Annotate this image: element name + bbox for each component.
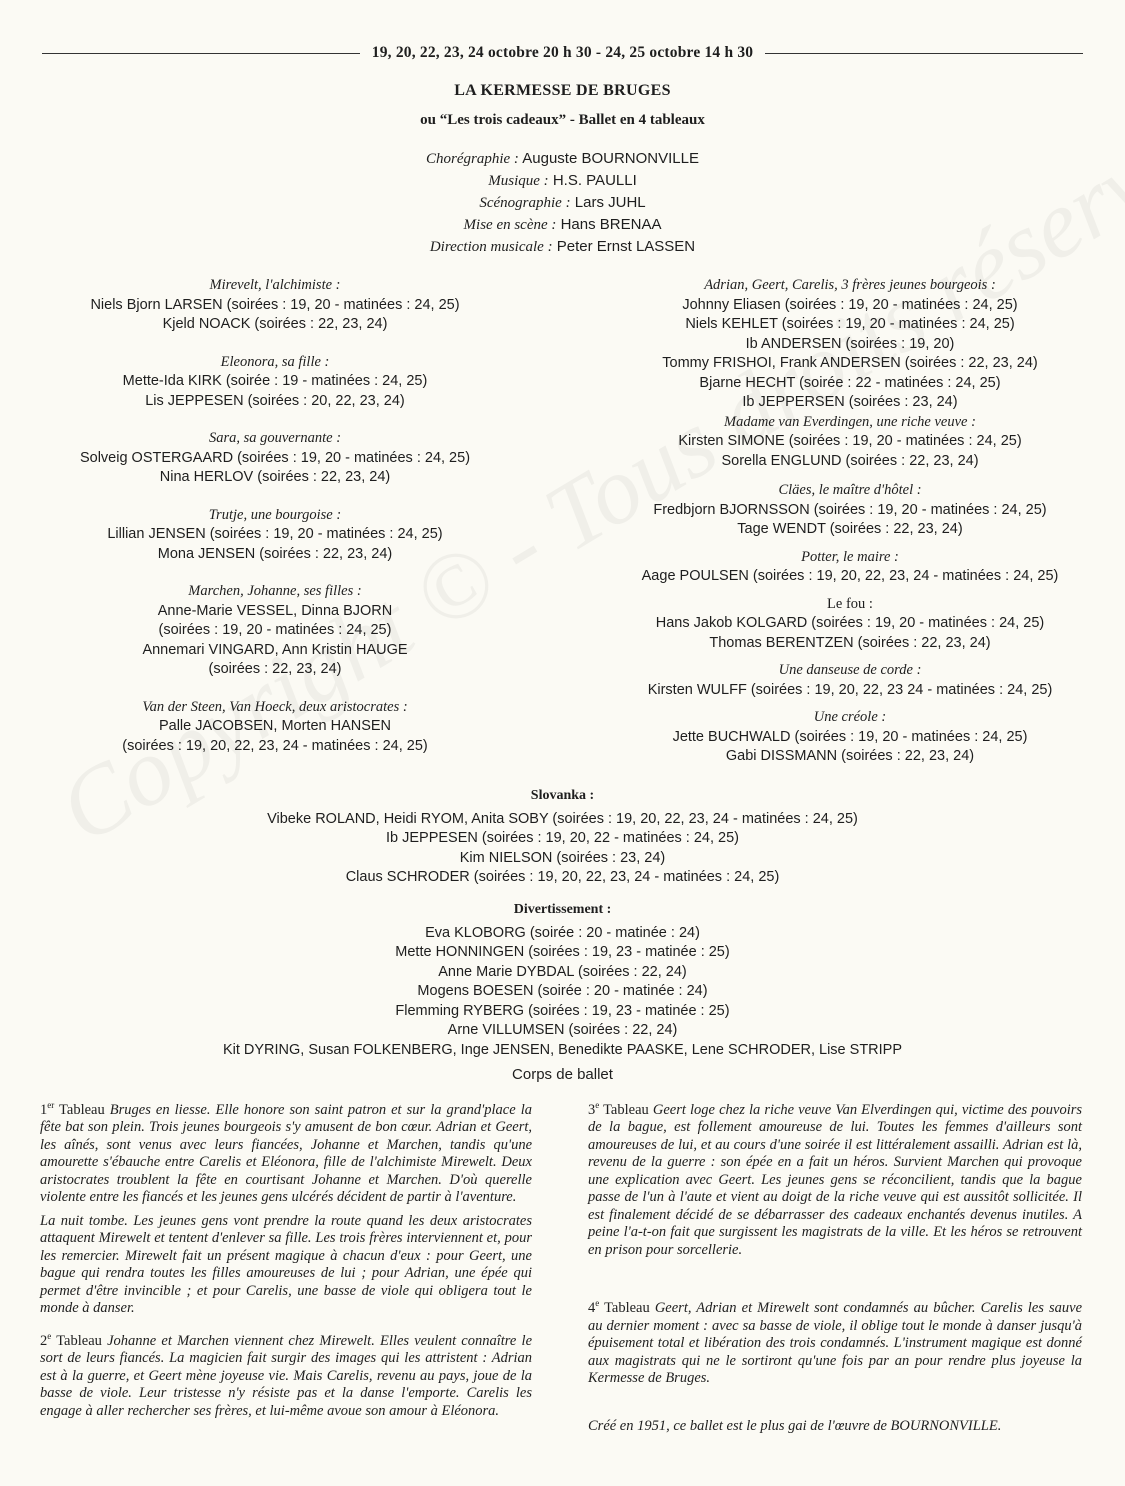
date-banner [42, 44, 1083, 62]
tableau-number: 1 [40, 1101, 48, 1118]
cast-line: Mogens BOESEN (soirée : 20 - matinée : 24) [417, 983, 708, 999]
credit-line [0, 236, 1125, 258]
role-name: Potter, le maire : [801, 548, 899, 565]
tableau-number: 2 [40, 1332, 48, 1349]
credit-role: Mise en scène : [463, 217, 557, 233]
cast-line: Kim NIELSON (soirées : 23, 24) [459, 849, 666, 866]
synopsis-text: Johanne et Marchen viennent chez Mirewelt. Elles veulent connaître le sort de leurs fiancés. La magicien fait surgir des images qui les attristent : Adrian est à la guerre, et Geert mène joyeuse vie. Mais Carelis, revenu au pays, joue de la basse de viole. Leur tristesse n'y résiste pas et la danse l'emporte. Carelis les engage à aller rechercher ses frères, et lui-même avoue son amour à Eléonora. [40, 1332, 533, 1419]
synopsis-text: Bruges en liesse. Elle honore son saint patron et sur la grand'place la fête bat son plein. Trois jeunes bourgeois s'y amusent de bon cœur. Adrian et Geert, les aînés, sont venus avec leurs fiancées, Johanne et Marchen, tandis qu'une amourette s'ébauche entre Carelis et Eléonora, fille de l'alchimiste Mirewelt. Deux aristocrates troublent la fête en courtisant Johanne et Marchen. D'où querelle violente entre les fiancés et les jeunes gens ulcérés décident de partir à l'aventure. [40, 1101, 532, 1206]
cast-line: Niels KEHLET (soirées : 19, 20 - matinées : 24, 25) [685, 316, 1015, 332]
cast-line: (soirées : 22, 23, 24) [208, 661, 342, 677]
cast-line: Annemari VINGARD, Ann Kristin HAUGE [142, 641, 408, 658]
cast-group-trutje [15, 506, 535, 565]
role-name: Adrian, Geert, Carelis, 3 frères jeunes bourgeois : [704, 277, 996, 293]
slovanka-section [0, 786, 1125, 888]
synopsis-right [588, 1097, 1082, 1441]
synopsis-text: Geert loge chez la riche veuve Van Elverdingen qui, victime des pouvoirs de la bague, est follement amoureuse de lui. Toutes les femmes d'ailleurs sont amoureuses de lui, et au cours d'une soirée il est littéralement assailli. Adrian est là, revenu de la guerre : son épée en a fait un héros. Survient Marchen qui provoque une explication avec Geert. Les jeunes gens se réconcilient, tandis que la bague passe de l'un à l'aute et vient au doigt de la riche veuve qui est aussitôt sollicitée. Il est finalement décidé de se débarrasser des cadeaux enchantés devenus inutiles. A peine l'a-t-on fait que surgissent les magistrats de la ville. Et les héros se retrouvent en prison pour sorcellerie. [588, 1101, 1083, 1258]
credit-role: Scénographie : [479, 195, 571, 211]
cast-line: Johnny Eliasen (soirées : 19, 20 - matinées : 24, 25) [682, 296, 1018, 313]
cast-line: Mette-Ida KIRK (soirée : 19 - matinées : 24, 25) [122, 373, 428, 389]
cast-line: Anne-Marie VESSEL, Dinna BJORN [157, 602, 393, 619]
synopsis-left [40, 1097, 532, 1426]
tableau-label: Tableau [599, 1101, 653, 1118]
role-name: Madame van Everdingen, une riche veuve : [724, 413, 976, 430]
credit-line [0, 192, 1125, 214]
cast-line: Claus SCHRODER (soirées : 19, 20, 22, 23, 24 - matinées : 24, 25) [345, 869, 780, 885]
performance-dates: 19, 20, 22, 23, 24 octobre 20 h 30 - 24, 25 octobre 14 h 30 [371, 44, 754, 61]
credit-role: Musique : [488, 173, 549, 189]
cast-group-mirevelt [15, 276, 535, 335]
credit-role: Direction musicale : [429, 239, 553, 255]
cast-line: Hans Jakob KOLGARD (soirées : 19, 20 - matinées : 24, 25) [655, 615, 1045, 631]
cast-line: Bjarne HECHT (soirée : 22 - matinées : 24, 25) [699, 374, 1001, 391]
tableau-ordinal: e [595, 1298, 600, 1309]
credit-name: Auguste BOURNONVILLE [522, 150, 699, 167]
synopsis-paragraph [40, 1328, 532, 1420]
cast-group-veuve [590, 413, 1110, 472]
cast-right-column [590, 276, 1110, 775]
section-heading: Slovanka : [530, 788, 595, 803]
cast-line: Tommy FRISHOI, Frank ANDERSEN (soirées : 22, 23, 24) [662, 355, 1038, 371]
synopsis-footer [588, 1418, 1082, 1436]
role-name: Sara, sa gouvernante : [208, 430, 342, 446]
tableau-ordinal: er [47, 1100, 55, 1110]
cast-line: Nina HERLOV (soirées : 22, 23, 24) [159, 469, 391, 485]
tableau-number: 3 [588, 1101, 596, 1118]
cast-line: Ib JEPPESEN (soirées : 19, 20, 22 - matinées : 24, 25) [385, 830, 739, 846]
cast-line: Solveig OSTERGAARD (soirées : 19, 20 - matinées : 24, 25) [79, 449, 471, 466]
cast-line: Lillian JENSEN (soirées : 19, 20 - matinées : 24, 25) [107, 526, 443, 542]
section-heading: Divertissement : [513, 902, 612, 917]
credit-line [0, 148, 1125, 170]
cast-group-danseuse [590, 661, 1110, 700]
cast-group-marchen-johanne [15, 582, 535, 680]
divertissement-section [0, 900, 1125, 1060]
cast-line: Tage WENDT (soirées : 22, 23, 24) [737, 521, 963, 537]
synopsis-text: Geert, Adrian et Mirewelt sont condamnés au bûcher. Carelis les sauve au dernier moment : avec sa basse de viole, il oblige tout le monde à danser jusqu'à épuisement total et libération des trois condamnés. L'instrument magique est donné aux magistrats qui ne le sortiront qu'une fois par an pour rendre plus joyeuse la Kermesse de Bruges. [588, 1300, 1083, 1387]
ballet-title: LA KERMESSE DE BRUGES [454, 82, 671, 99]
cast-left-column [15, 276, 535, 774]
cast-line: Kirsten SIMONE (soirées : 19, 20 - matinées : 24, 25) [678, 433, 1022, 449]
synopsis-paragraph [40, 1213, 532, 1318]
role-name: Une danseuse de corde : [778, 662, 922, 678]
role-name: Le fou : [827, 595, 873, 612]
cast-line: Eva KLOBORG (soirée : 20 - matinée : 24) [425, 924, 700, 941]
credit-name: Hans BRENAA [560, 216, 662, 233]
tableau-ordinal: e [595, 1100, 600, 1110]
cast-group-creole [590, 708, 1110, 767]
credit-name: Lars JUHL [574, 194, 646, 211]
role-name: Cläes, le maître d'hôtel : [778, 482, 922, 498]
tableau-number: 4 [588, 1300, 596, 1317]
ballet-subtitle: ou “Les trois cadeaux” - Ballet en 4 tableaux [420, 112, 705, 128]
cast-group-potter [590, 548, 1110, 587]
cast-line: Ib ANDERSEN (soirées : 19, 20) [745, 335, 955, 352]
cast-line: Kirsten WULFF (soirées : 19, 20, 22, 23 24 - matinées : 24, 25) [647, 681, 1053, 698]
tableau-label: Tableau [54, 1101, 110, 1118]
cast-line: Palle JACOBSEN, Morten HANSEN [158, 718, 392, 734]
cast-group-eleonora [15, 353, 535, 412]
cast-line: Mona JENSEN (soirées : 22, 23, 24) [157, 545, 393, 562]
cast-line: Gabi DISSMANN (soirées : 22, 23, 24) [725, 748, 975, 764]
credit-name: Peter Ernst LASSEN [556, 238, 696, 255]
credit-name: H.S. PAULLI [552, 172, 637, 189]
tableau-label: Tableau [51, 1332, 108, 1349]
tableau-label: Tableau [599, 1300, 655, 1317]
role-name: Marchen, Johanne, ses filles : [188, 583, 362, 599]
cast-line: Flemming RYBERG (soirées : 19, 23 - matinée : 25) [395, 1002, 730, 1019]
role-name: Van der Steen, Van Hoeck, deux aristocrates : [142, 698, 408, 715]
cast-line: Vibeke ROLAND, Heidi RYOM, Anita SOBY (soirées : 19, 20, 22, 23, 24 - matinées : 24, 25) [267, 810, 858, 827]
role-name: Eleonora, sa fille : [220, 353, 330, 370]
credit-line [0, 170, 1125, 192]
cast-line: Aage POULSEN (soirées : 19, 20, 22, 23, 24 - matinées : 24, 25) [641, 568, 1059, 584]
synopsis-paragraph [588, 1295, 1082, 1387]
credits-block [0, 148, 1125, 258]
cast-group-fou [590, 595, 1110, 654]
cast-line: (soirées : 19, 20, 22, 23, 24 - matinées : 24, 25) [122, 737, 428, 754]
cast-line: Ib JEPPERSEN (soirées : 23, 24) [742, 394, 958, 410]
cast-line: Anne Marie DYBDAL (soirées : 22, 24) [438, 963, 687, 980]
role-name: Mirevelt, l'alchimiste : [209, 277, 341, 293]
synopsis-text: Créé en 1951, ce ballet est le plus gai de l'œuvre de BOURNONVILLE. [588, 1417, 1002, 1434]
cast-line: Arne VILLUMSEN (soirées : 22, 24) [447, 1022, 678, 1038]
cast-group-sara [15, 429, 535, 488]
cast-group-claes [590, 481, 1110, 540]
cast-line: Jette BUCHWALD (soirées : 19, 20 - matinées : 24, 25) [672, 728, 1028, 745]
cast-group-freres [590, 276, 1110, 413]
cast-line: Kit DYRING, Susan FOLKENBERG, Inge JENSEN, Benedikte PAASKE, Lene SCHRODER, Lise STRIPP [222, 1041, 903, 1058]
cast-line: Fredbjorn BJORNSSON (soirées : 19, 20 - matinées : 24, 25) [653, 501, 1047, 518]
cast-line: Niels Bjorn LARSEN (soirées : 19, 20 - matinées : 24, 25) [90, 296, 460, 313]
synopsis-text: La nuit tombe. Les jeunes gens vont prendre la route quand les deux aristocrates attaquent Mirewelt et tentent d'enlever sa fille. Les trois frères interviennent et, pour les remercier. Mirewelt fait un présent magique à chacun d'eux : pour Geert, une bague qui rendra toutes les filles amoureuses de lui ; pour Adrian, une épée qui permet d'être invincible ; et pour Carelis, une basse de viole qui obligera tout le monde à danser. [40, 1212, 532, 1317]
corps-de-ballet: Corps de ballet [512, 1066, 613, 1083]
cast-line: (soirées : 19, 20 - matinées : 24, 25) [158, 622, 392, 638]
cast-line: Sorella ENGLUND (soirées : 22, 23, 24) [721, 452, 979, 469]
role-name: Trutje, une bourgoise : [208, 506, 342, 523]
credit-role: Chorégraphie : [425, 151, 519, 167]
cast-group-aristocrates [15, 698, 535, 757]
tableau-ordinal: e [47, 1330, 52, 1341]
rule-right [765, 53, 1083, 54]
cast-line: Lis JEPPESEN (soirées : 20, 22, 23, 24) [145, 392, 405, 409]
role-name: Une créole : [813, 709, 887, 725]
rule-left [42, 53, 360, 54]
credit-line [0, 214, 1125, 236]
synopsis-paragraph [40, 1097, 532, 1207]
cast-line: Mette HONNINGEN (soirées : 19, 23 - matinée : 25) [395, 944, 730, 960]
synopsis-paragraph [588, 1097, 1082, 1259]
cast-line: Kjeld NOACK (soirées : 22, 23, 24) [162, 316, 388, 332]
cast-line: Thomas BERENTZEN (soirées : 22, 23, 24) [709, 634, 991, 651]
